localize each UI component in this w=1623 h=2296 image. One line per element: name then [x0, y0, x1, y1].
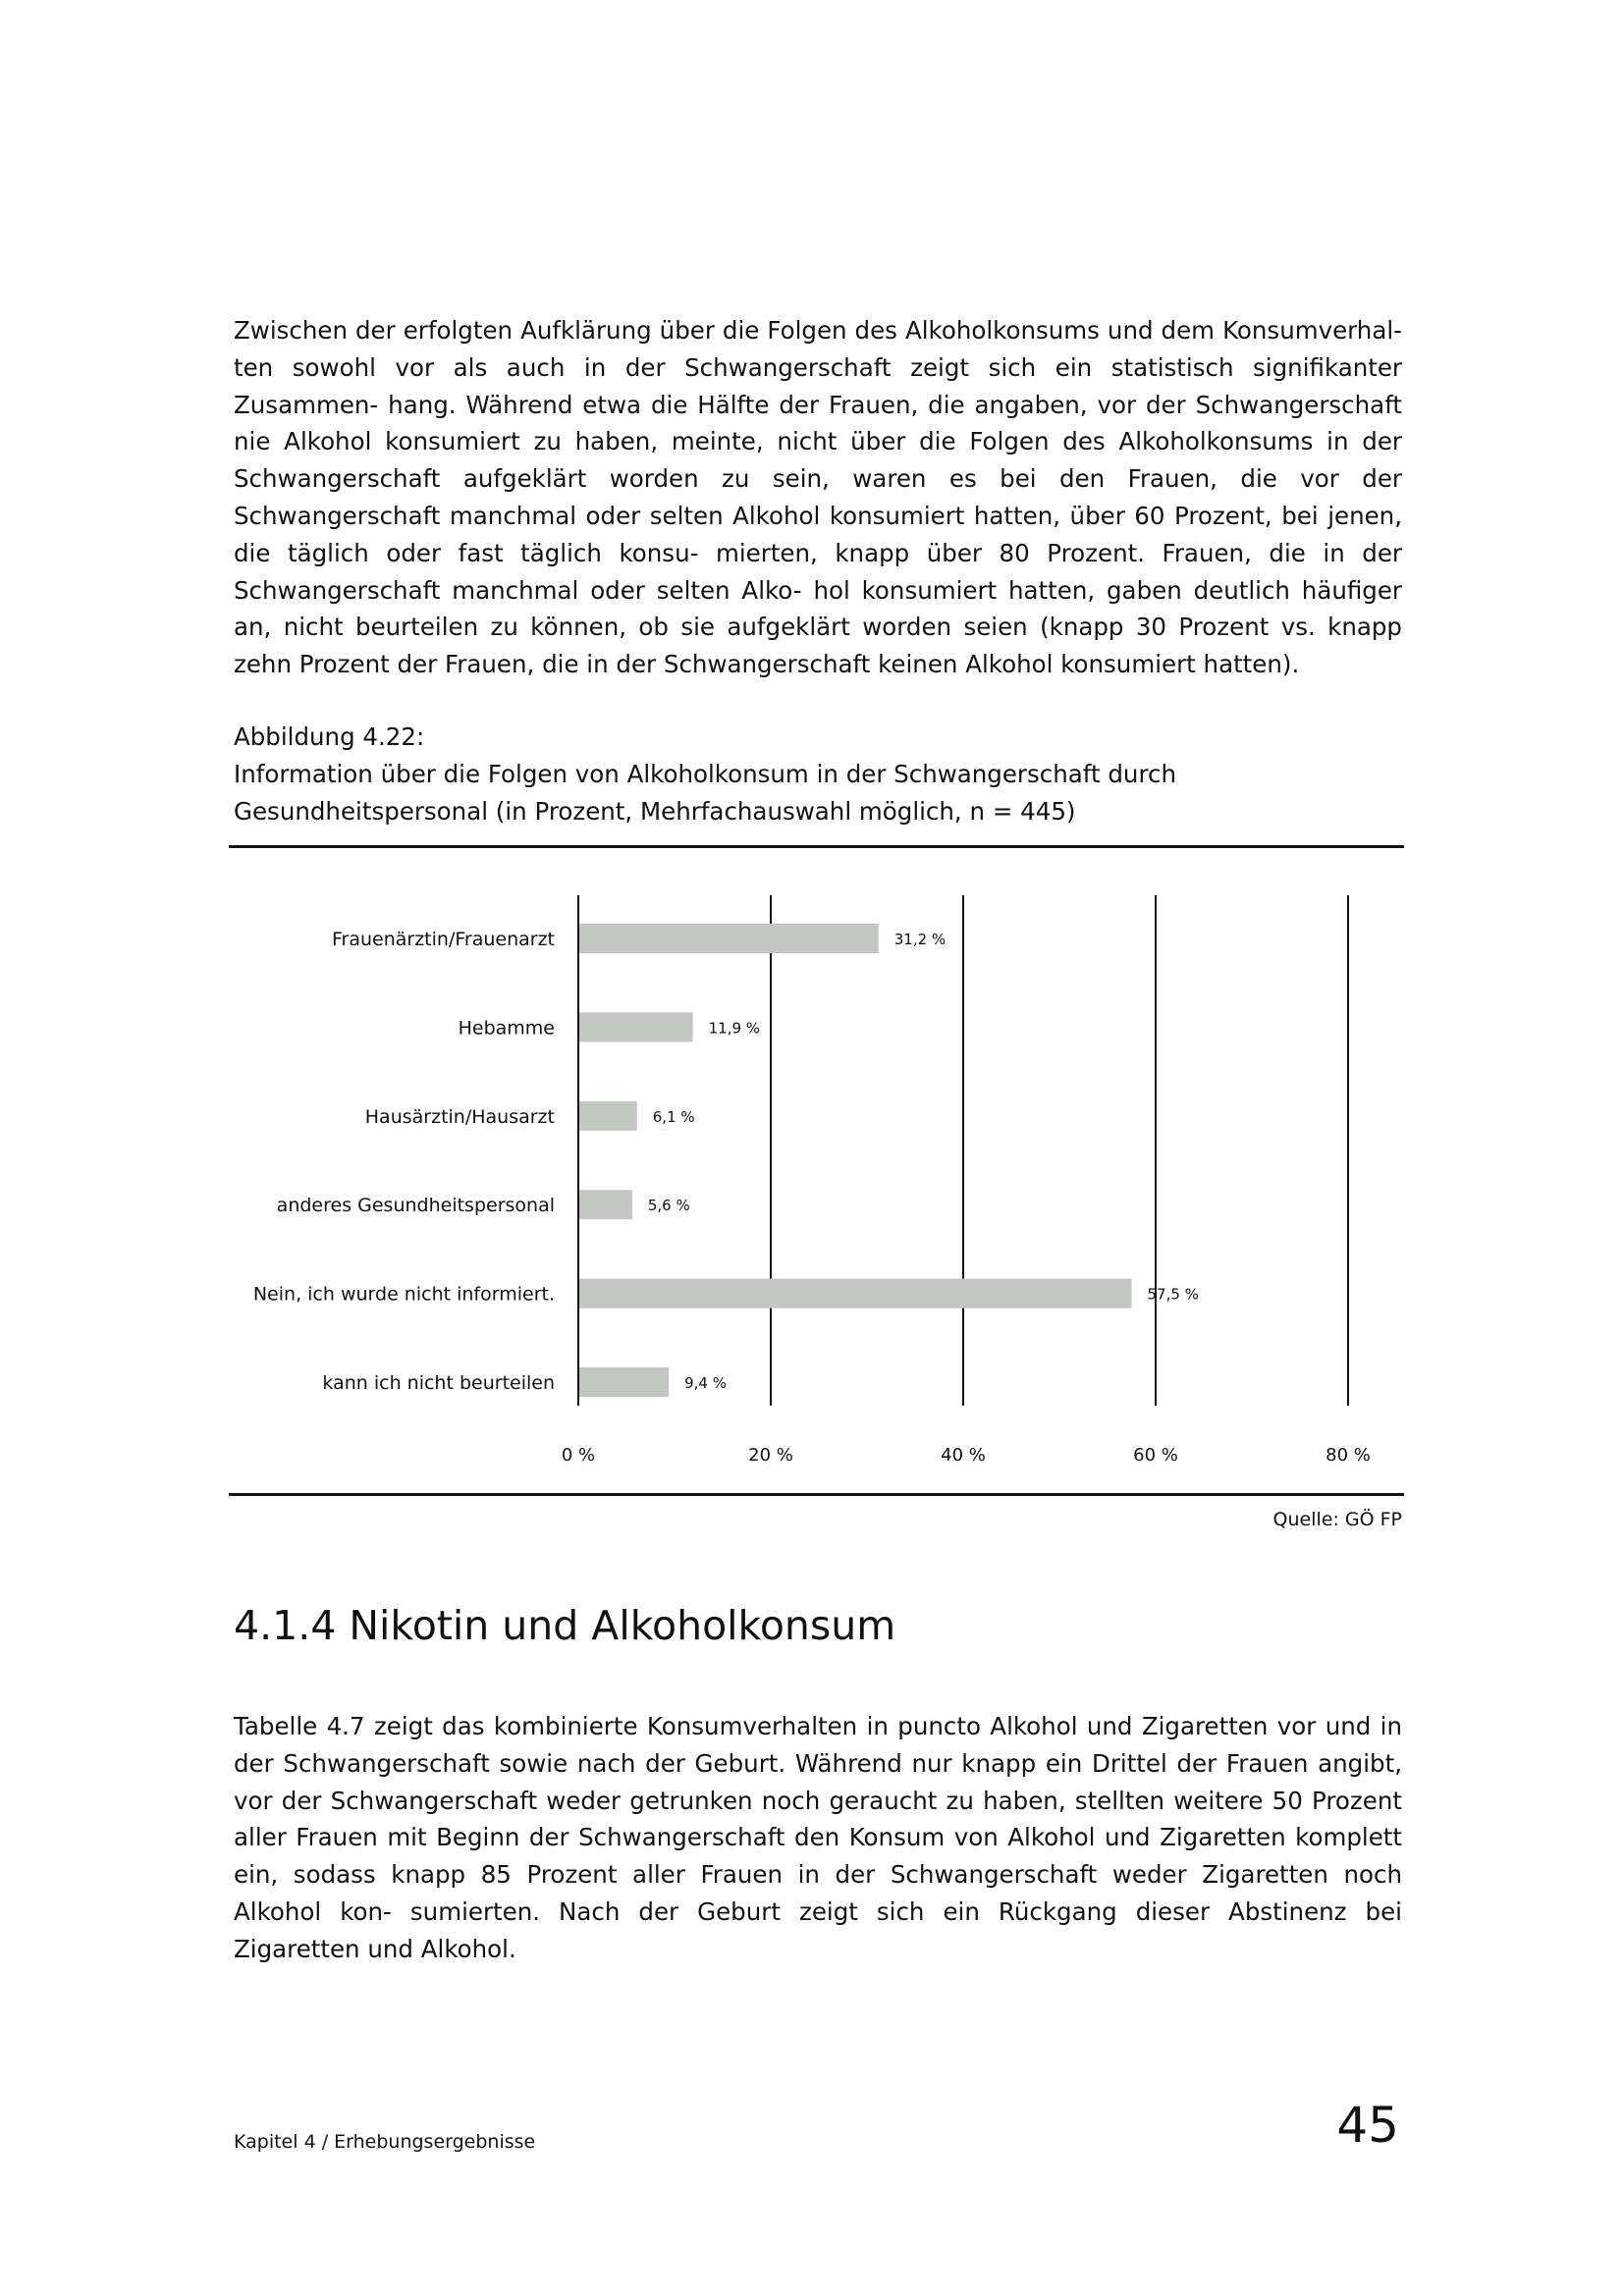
figure-label: Abbildung 4.22:: [234, 722, 425, 751]
bar-5: [579, 1367, 669, 1397]
body-paragraph-2: Tabelle 4.7 zeigt das kombinierte Konsumverhalten in puncto Alkohol und Zigaretten vor und in der Schwangerschaft sowie nach der Geburt. Während nur knapp ein Drittel der Frauen angibt, vor der Schwangerschaft weder getrunken noch geraucht zu haben, stellten weitere 50 Prozent aller Frauen mit Beginn der Schwangerschaft den Konsum von Alkohol und Zigaretten komplett ein, sodass knapp 85 Prozent aller Frauen in der Schwangerschaft weder Zigaretten noch Alkohol kon- sumierten. Nach der Geburt zeigt sich ein Rückgang dieser Abstinenz bei Zigaretten und Alkohol.: [234, 1712, 1402, 1963]
x-tick-label: 60 %: [1133, 1445, 1178, 1466]
category-label: Hebamme: [458, 1017, 555, 1040]
body-paragraph-1: Zwischen der erfolgten Aufklärung über die Folgen des Alkoholkonsums und dem Konsumverhal- ten sowohl vor als auch in der Schwangerschaft zeigt sich ein statistisch signifikanter Zusammen- hang. Während etwa die Hälfte der Frauen, die angaben, vor der Schwangerschaft nie Alkohol konsumiert zu haben, meinte, nicht über die Folgen des Alkoholkonsums in der Schwangerschaft aufgeklärt worden zu sein, waren es bei den Frauen, die vor der Schwangerschaft manchmal oder selten Alkohol konsumiert hatten, über 60 Prozent, bei jenen, die täglich oder fast täglich konsu- mierten, knapp über 80 Prozent. Frauen, die in der Schwangerschaft manchmal oder selten Alko- hol konsumiert hatten, gaben deutlich häufiger an, nicht beurteilen zu können, ob sie aufgeklärt worden seien (knapp 30 Prozent vs. knapp zehn Prozent der Frauen, die in der Schwangerschaft keinen Alkohol konsumiert hatten).: [234, 316, 1402, 679]
figure-source: Quelle: GÖ FP: [1272, 1509, 1402, 1530]
category-label: anderes Gesundheitspersonal: [276, 1195, 555, 1217]
page-number: 45: [1336, 2097, 1399, 2154]
x-tick-label: 40 %: [941, 1445, 986, 1466]
value-label: 11,9 %: [708, 1019, 761, 1038]
figure-bottom-rule: [229, 1493, 1404, 1496]
category-label: Frauenärztin/Frauenarzt: [331, 929, 555, 950]
value-label: 31,2 %: [893, 931, 947, 948]
bars: [579, 924, 1132, 1397]
bar-1: [579, 1012, 693, 1041]
value-label: 5,6 %: [647, 1197, 690, 1215]
figure-caption-line-1: Information über die Folgen von Alkoholkonsum in der Schwangerschaft durch: [234, 760, 1176, 788]
bar-4: [579, 1279, 1132, 1308]
category-label: Nein, ich wurde nicht informiert.: [252, 1283, 555, 1306]
grid-lines: [578, 895, 1348, 1406]
value-label: 9,4 %: [684, 1374, 728, 1392]
bar-0: [579, 924, 879, 953]
bar-3: [579, 1190, 632, 1219]
x-tick-label: 80 %: [1325, 1445, 1371, 1466]
section-heading: 4.1.4 Nikotin und Alkoholkonsum: [234, 1602, 896, 1649]
category-label: kann ich nicht beurteilen: [322, 1372, 555, 1394]
x-tick-label: 0 %: [561, 1445, 596, 1466]
value-label: 57,5 %: [1147, 1285, 1199, 1304]
value-label: 6,1 %: [652, 1107, 695, 1126]
labels: [253, 929, 1371, 1466]
footer-chapter: Kapitel 4 / Erhebungsergebnisse: [234, 2131, 536, 2153]
figure-caption-line-2: Gesundheitspersonal (in Prozent, Mehrfachauswahl möglich, n = 445): [234, 797, 1076, 826]
category-label: Hausärztin/Hausarzt: [364, 1105, 555, 1128]
bar-2: [579, 1101, 637, 1131]
x-tick-label: 20 %: [748, 1445, 793, 1466]
